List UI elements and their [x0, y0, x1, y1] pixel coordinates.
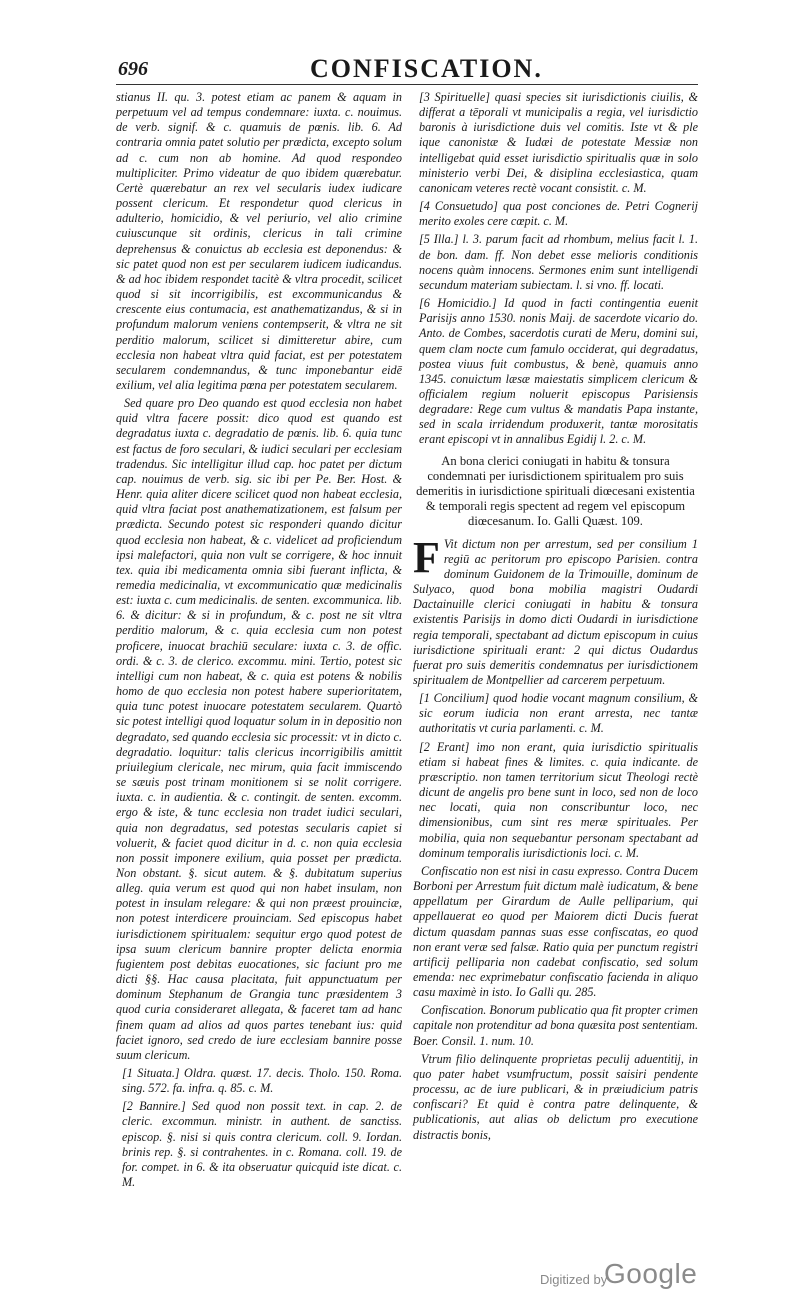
right-note: [4 Consuetudo] qua post conciones de. Petri Cognerij merito exoles cere cœpit. c. M.: [419, 199, 698, 229]
header-rule: [116, 84, 698, 85]
right-paragraph: Confiscation. Bonorum publicatio qua fit propter crimen capitale non protenditur ad bona quæsita post sententiam. Boer. Consil. 1. num. 10.: [413, 1003, 698, 1048]
main-text: [413, 532, 698, 689]
left-note: [2 Bannire.] Sed quod non possit text. in cap. 2. de cleric. excommun. ministr. in authent. de sanctiss. episcop. §. nisi si quis contra clericum. coll. 9. Iordan. brinis rep. §. si contrahentes. in c. Romana. coll. 19. de for. compet. in 6. & ita obseruatur quicquid iste dicat. c. M.: [122, 1099, 402, 1190]
right-note: [2 Erant] imo non erant, quia iurisdictio spiritualis etiam si habeat fines & limites. c. quia indicante. de præscriptio. non tamen territorium sicut Theologi rectè dicunt de angelis pro bene sunt in loco, sed non de loco nec locati, quia non conscribuntur loco, nec dimensionibus, cum sint res meræ spirituales. Per mobilia, quia non sequebantur personam spectabant ad dominum temporalis iurisdictionis loci. c. M.: [419, 739, 698, 860]
left-note: [1 Situata.] Oldra. quæst. 17. decis. Tholo. 150. Roma. sing. 572. fa. infra. q. 85. c. M.: [122, 1066, 402, 1096]
drop-cap: F: [413, 532, 440, 582]
digitized-label: Digitized by: [540, 1272, 608, 1287]
right-column: [413, 90, 698, 1146]
left-paragraph: Sed quare pro Deo quando est quod ecclesia non habet quid vltra facere possit: dico quod est quando est degradatus iuxta c. degradatio de pœnis. lib. 6. quia tunc est factus de foro seculari, & iudici seculari per ecclesiam tradendus. Sic intelligitur illud cap. hoc patet per dictum cap. nouimus de verb. sig. sic ibi per Pe. Ber. Host. & Henr. quia aliter dicere scilicet quod non habeat ecclesia, quid vltra faciat post anathematizationem, est falsum per prædicta. Secundo potest sic responderi quando dicitur quod ecclesia non habeat, & c. videlicet ad proficiendum ipsi malefactori, quia non vult se corrigere, & hoc innuit tex. quia ibi medicamenta omnia sibi fuerant inflicta, & remedia medicinalia, vt excommunicatio quæ medicinalis est: iuxta c. cum medicinalis. de senten. excommunica. lib. 6. & dicitur: & si in profundum, & c. post ne sit vltra perditio malorum, & c. quia ecclesia cum non potest proficere, inuocat brachiū seculare: iuxta c. 3. de offic. ordi. & c. 3. de clerico. excommu. mini. Tertio, potest sic intelligi cum non habeat, & c. quia est potens & nobilis homo de quo ecclesia non potest habere superioritatem, quia tunc potest inuocare potestatem secularem. Quartò sic potest intelligi quod loquatur solum in in depositio non degradato, sed quando ecclesia sic processit: vt in dicto c. degradatio. loquitur: talis clericus incorrigibilis amittit priuilegium clericale, nec mirum, quia facit immiscendo se sæuis post trinam monitionem si se nolit corrigere. iuxta. c. in audientia. & c. contingit. de senten. excomm. ergo & iste, & tunc ecclesia non tradet iudici seculari, quia non degradatus, sed potestas secularis capiet si voluerit, & faciet quod dicitur in d. c. non quia ecclesia non possit imponere exilium, quia posset per prædicta. Non obstant. §. sicut autem. & §. dubitatum superius alleg. quia verum est quod qui non habet insulam, non potest in insulam relegare: & qui non præest prouinciæ, non potest interdicere prouinciam. Sed episcopus habet iurisdictionem spiritualem: sequitur ergo quod potest de ipsa suum clericum bannire propter delicta enormia fugientem post debitas euocationes, sic faciunt pro me dicti §§. Hac causa placitata, fuit appunctuatum per dominum Stephanum de Grangia tunc præsidentem 3 quod curia consideraret allegata, & faceret tam ad hanc finem quam ad alios ad quos partes tenebant ius: quid faciet ignoro, sed credo de iure ecclesiam bannire posse suum clericum.: [116, 396, 402, 1062]
left-column: [116, 90, 402, 1193]
right-note: [6 Homicidio.] Id quod in facti contingentia euenit Parisijs anno 1530. nonis Maij. de sacerdote vicario do. Anto. de Combes, sacerdotis curati de Meru, domini sui, quem clam nocte cum famulo occiderat, qui degradatus, postea viuus fuit combustus, & benè, quamuis anno 1345. conuictum læsæ maiestatis simplicem clericum & officialem regium noluerit episcopus Parisiensis degradare: Rege cum vultus & mandatis Papa instante, sed in scala irridendum produxerit, tantæ morositatis erant episcopi vt in annalibus Egidij l. 2. c. M.: [419, 296, 698, 447]
left-paragraph: stianus II. qu. 3. potest etiam ac panem & aquam in perpetuum vel ad tempus condemnare: iuxta. c. nouimus. de verb. signif. & c. quamuis de pœnis. lib. 6. Ad contraria omnia patet solutio per prædicta, excepto solum ad c. cum non ab homine. Ad quod respondeo multipliciter. Primo videatur de quo ibidem quærebatur. Certè quærebatur an rex vel secularis iudex iudicare possent clericum. Et respondetur quod clericus in adulterio, homicidio, & vel periurio, vel alio crimine cuiuscunque sit ordinis, clericus in tali crimine deprehensus & conuictus ab ecclesia est deponendus: & sic patet quod non est per secularem iudicem iudicandus. & ad hoc ibidem respondet tacitè & vltra procedit, scilicet quod si sit incorrigibilis, est excommunicandus & crescente eius contumacia, est anathematizandus, & si in profundum malorum veniens contempserit, & vltra ne sit perditio malorum, scilicet si dimitteretur abire, cum ecclesia non habeat vltra quid faciat, est per potestatem secularem condemnandus, & tunc imponebantur eidē exilium, vel alia legitima pœna per potestatem secularem.: [116, 90, 402, 392]
google-logo: Google: [604, 1258, 698, 1289]
right-paragraph: Confiscatio non est nisi in casu expresso. Contra Ducem Borboni per Arrestum fuit dictum malè iudicatum, & bene appellatum per Girardum de Aulle pelliparium, qui appellauerat eo quod per Maiorem dicti Ducis fuerat dictum quasdam pannas suas esse confiscatas, eo quod non erant veræ sed falsæ. Ratio quia per punctum registri artificij pelliparia non cadebat confiscatio, sed solum emenda: nec exprimebatur confiscatio facienda in aliquo casu maximè in isto. Io Galli qu. 285.: [413, 863, 698, 1000]
right-paragraph: Vtrum filio delinquente proprietas peculij aduentitij, in quo pater habet vsumfructum, possit saisiri pendente processu, ac de iure publicari, & in præiudicium patris confiscari? Et quid è contra patre delinquente, & publicationis, aut alias ob delictum pro executione distractis bonis,: [413, 1051, 698, 1142]
main-text-body: Vit dictum non per arrestum, sed per consilium 1 regiū ac peritorum pro episcopo Parisien. contra dominum Guidonem de la Trimouille, dominum de Sulyaco, quod bona mobilia magistri Oudardi Dactainuille clerici coniugati in habitu & tonsura existentis Parisijs in domo dicti Oudardi in iurisdictione regia temporali, spectabant ad dictum episcopum in cuius iurisdictione spirituali erant: 2 qui dictus Oudardus fuerat pro suis demeritis condemnatus per iurisdictionem spiritualem de Montpellier ad carcerem perpetuum.: [413, 536, 698, 687]
question-heading: An bona clerici coniugati in habitu & tonsura condemnati per iurisdictionem spiritualem pro suis demeritis in iurisdictione spirituali diœcesani existentia & temporali regis spectent ad regem vel episcopum diœcesanum. Io. Galli Quæst. 109.: [416, 453, 695, 528]
running-title: CONFISCATION.: [310, 54, 543, 83]
right-note: [3 Spirituelle] quasi species sit iurisdictionis ciuilis, & differat a tēporali vt municipalis a regia, vel iurisdictio baronis à iurisdictione duis vel comitis. Iste vt & ple ique canonistæ & Iudæi de potestate Messiæ non intelligebat quid esset iurisdictio spiritualis quæ in solo ministerio verbi Dei, & disiplina ecclesiastica, quam canonicam veteres rectè vocant consistit. c. M.: [419, 90, 698, 195]
right-note: [1 Concilium] quod hodie vocant magnum consilium, & sic eorum iudicia non erant arresta, nec tantæ authoritatis vt curia parlamenti. c. M.: [419, 691, 698, 736]
right-note: [5 Illa.] l. 3. parum facit ad rhombum, melius facit l. 1. de bon. dam. ff. Non debet esse melioris conditionis nocens quàm innocens. Sermones enim sunt intelligendi secundum materiam subiectam. l. si vno. ff. locati.: [419, 232, 698, 292]
page-number: 696: [118, 58, 148, 80]
